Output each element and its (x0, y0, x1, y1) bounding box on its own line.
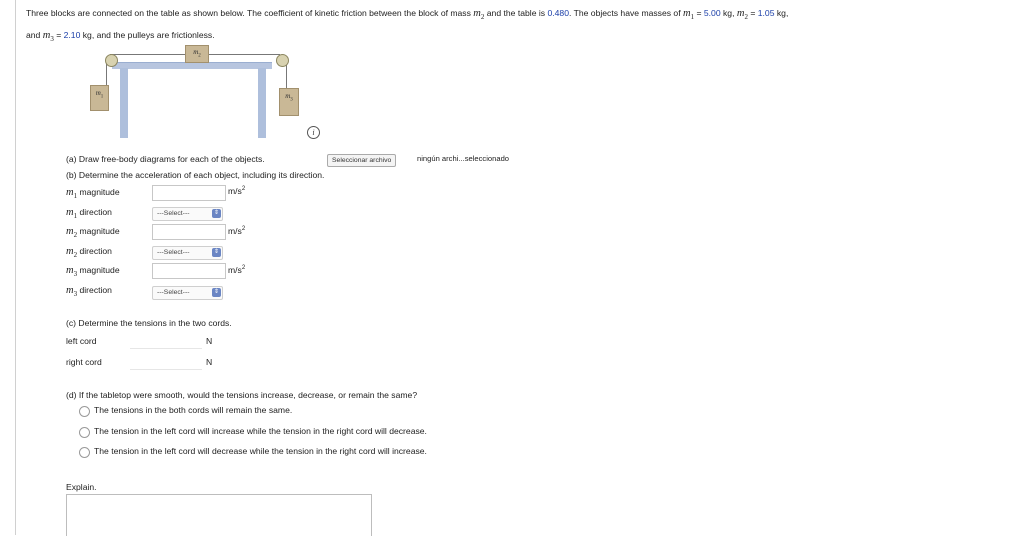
problem-statement: Three blocks are connected on the table as shown below. The coefficient of kinetic friction between the block of mass $m_2$ and the table is 0.480. The objects have masses of $m_1 = 5.00$ kg, $m_2 = 1.05$ kg, and $m_3 = 2.10$ kg, and the pulleys are frictionless. (26, 8, 789, 44)
m3-magnitude-label: $m_3$ magnitude (66, 265, 120, 279)
m2-magnitude-label: $m_2$ magnitude (66, 226, 120, 240)
m3-magnitude-input[interactable] (152, 263, 226, 279)
chevron-updown-icon: ⇕ (213, 249, 220, 255)
unit-label: $m/s^2$ (228, 226, 246, 236)
explain-label: Explain. (66, 482, 97, 492)
file-status: ningún archi...seleccionado (417, 154, 510, 163)
table-top (112, 62, 272, 69)
pulley-diagram (90, 42, 302, 138)
left-border (15, 0, 16, 535)
m2-magnitude-input[interactable] (152, 224, 226, 240)
chevron-updown-icon: ⇕ (213, 210, 220, 216)
m3-direction-select[interactable]: ---Select--- ⇕ (152, 286, 223, 300)
part-d-question: (d) If the tabletop were smooth, would the tensions increase, decrease, or remain the same? (66, 390, 418, 400)
part-c-text: (c) Determine the tensions in the two cords. (66, 318, 232, 328)
block-m1: $m_1$ (90, 85, 109, 111)
option-1-label: The tensions in the both cords will remain the same. (94, 405, 293, 415)
m1-magnitude-input[interactable] (152, 185, 226, 201)
option-3-label: The tension in the left cord will decrease while the tension in the right cord will increase. (94, 446, 427, 456)
m1-magnitude-label: $m_1$ magnitude (66, 187, 120, 201)
table-leg (120, 68, 128, 138)
right-cord-label: right cord (66, 357, 102, 367)
m1-direction-label: $m_1$ direction (66, 207, 112, 221)
file-upload-button[interactable]: Seleccionar archivo (327, 154, 396, 167)
unit-n-label: N (206, 357, 213, 367)
pulley-left (105, 54, 118, 67)
m1-direction-select[interactable]: ---Select--- ⇕ (152, 207, 223, 221)
m3-direction-label: $m_3$ direction (66, 285, 112, 299)
info-icon[interactable]: i (307, 126, 320, 139)
part-b-text: (b) Determine the acceleration of each object, including its direction. (66, 170, 325, 180)
m2-direction-select[interactable]: ---Select--- ⇕ (152, 246, 223, 260)
option-2-label: The tension in the left cord will increase while the tension in the right cord will decrease. (94, 426, 427, 436)
explain-textarea[interactable] (66, 494, 372, 536)
block-m3: $m_3$ (279, 88, 299, 116)
right-cord-input[interactable] (130, 353, 202, 370)
chevron-updown-icon: ⇕ (213, 289, 220, 295)
unit-label: $m/s^2$ (228, 186, 246, 196)
block-m2: $m_2$ (185, 45, 209, 63)
part-a-text: (a) Draw free-body diagrams for each of the objects. (66, 154, 265, 164)
mu-value: 0.480 (547, 8, 569, 18)
unit-label: $m/s^2$ (228, 265, 246, 275)
pulley-right (276, 54, 289, 67)
left-cord-input[interactable] (130, 332, 202, 349)
radio-option-2[interactable] (79, 427, 90, 438)
radio-option-1[interactable] (79, 406, 90, 417)
unit-n-label: N (206, 336, 213, 346)
table-leg (258, 68, 266, 138)
left-cord-label: left cord (66, 336, 97, 346)
m2-direction-label: $m_2$ direction (66, 246, 112, 260)
radio-option-3[interactable] (79, 447, 90, 458)
